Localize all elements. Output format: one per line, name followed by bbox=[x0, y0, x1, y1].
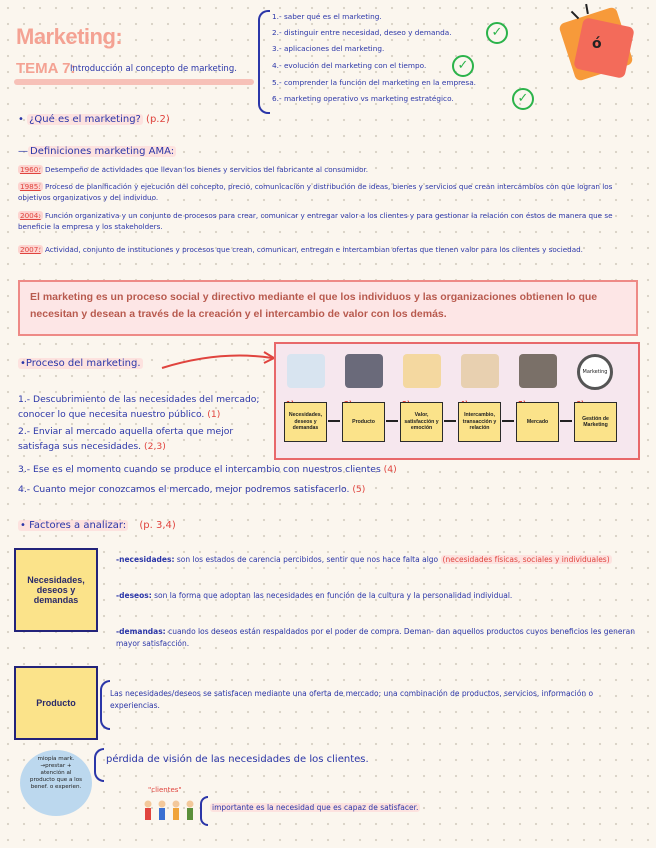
definition-item: 2007: Actividad, conjunto de instituciones y procesos que crean, comunican, entregan e intercambian ofertas que tienen valor para los clientes y sociedad. bbox=[20, 245, 583, 254]
box-producto: Producto bbox=[14, 666, 98, 740]
producto-brace bbox=[100, 680, 110, 730]
sticker-front bbox=[573, 17, 635, 79]
miopia-brace bbox=[94, 748, 104, 782]
diagram-box: Producto bbox=[342, 402, 385, 442]
people-icon bbox=[140, 798, 200, 828]
diagram-arrow bbox=[386, 420, 398, 422]
page-ref: (p.2) bbox=[146, 114, 170, 125]
proceso-heading: •Proceso del marketing. bbox=[20, 358, 141, 369]
miopia-def: pérdida de visión de las necesidades de los clientes. bbox=[106, 754, 369, 765]
que-es-heading: ¿Qué es el marketing? bbox=[29, 114, 141, 125]
diagram-box: Necesidades, deseos y demandas bbox=[284, 402, 327, 442]
check-icon: ✓ bbox=[452, 55, 474, 77]
page-title: Marketing: bbox=[16, 24, 123, 49]
necesidades-def: -necesidades: son los estados de carencia percibidos, sentir que nos hace falta algo (necesidades físicas, sociales y individuales) bbox=[116, 555, 610, 564]
diagram-arrow bbox=[502, 420, 514, 422]
check-icon: ✓ bbox=[486, 22, 508, 44]
deseos-def: -deseos: son la forma que adoptan las necesidades en función de la cultura y la personalidad individual. bbox=[116, 591, 513, 600]
diagram-image bbox=[403, 354, 441, 388]
clientes-def: importante es la necesidad que es capaz de satisfacer. bbox=[212, 803, 419, 812]
check-icon: ✓ bbox=[512, 88, 534, 110]
diagram-arrow bbox=[328, 420, 340, 422]
process-step: 2.- Enviar al mercado aquella oferta que mejor satisfaga sus necesidades. (2,3) bbox=[18, 426, 234, 452]
demandas-def: -demandas: cuando los deseos están respaldados por el poder de compra. Deman- dan aquellos productos cuyos beneficios les generan mayor satisfacción. bbox=[116, 627, 635, 648]
magnifier-icon: Marketing bbox=[577, 354, 613, 390]
process-step: 3.- Ese es el momento cuando se produce el intercambio con nuestros clientes (4) bbox=[18, 464, 397, 475]
objectives-brace bbox=[258, 10, 270, 114]
tema-label: TEMA 7: bbox=[16, 60, 76, 77]
objective-item: 2.- distinguir entre necesidad, deseo y demanda. bbox=[272, 28, 452, 37]
tema-subtitle: Introducción al concepto de marketing. bbox=[70, 64, 237, 74]
arrow-icon bbox=[160, 348, 280, 372]
objective-item: 4.- evolución del marketing con el tiempo. bbox=[272, 61, 427, 70]
diagram-arrow bbox=[444, 420, 456, 422]
producto-def: Las necesidades/deseos se satisfacen mediante una oferta de mercado; una combinación de productos, servicios, información o experiencias. bbox=[110, 689, 594, 710]
page-ref: (p. 3,4) bbox=[139, 520, 176, 531]
objective-item: 5.- comprender la función del marketing en la empresa. bbox=[272, 78, 477, 87]
factores-heading: • Factores a analizar: (p. 3,4) bbox=[20, 520, 176, 531]
process-step: 4.- Cuanto mejor conozcamos el mercado, mejor podremos satisfacerlo. (5) bbox=[18, 484, 366, 495]
definition-text: El marketing es un proceso social y directivo mediante el que los individuos y las organizaciones obtienen lo que necesitan y desean a través de la creación y el intercambio de valor con los demás. bbox=[30, 291, 598, 320]
bullet: • bbox=[18, 114, 24, 125]
diagram-image bbox=[287, 354, 325, 388]
miopia-note: miopía mark. →prestar + atención al producto que a los benef. o experien. bbox=[29, 756, 83, 790]
diagram-box: Gestión de Marketing bbox=[574, 402, 617, 442]
clientes-label: "clientes" bbox=[148, 786, 182, 794]
objective-item: 1.- saber qué es el marketing. bbox=[272, 12, 382, 21]
objective-item: 3.- aplicaciones del marketing. bbox=[272, 44, 385, 53]
diagram-arrow bbox=[560, 420, 572, 422]
definiciones-heading: — Definiciones marketing AMA: bbox=[18, 146, 175, 157]
spark-icon bbox=[585, 4, 589, 14]
diagram-image bbox=[461, 354, 499, 388]
section-que-es bbox=[18, 114, 170, 125]
subtitle-highlight bbox=[14, 79, 254, 85]
definition-item: 1985: Proceso de planificación y ejecución del concepto, precio, comunicación y distribución de ideas, bienes y servicios que crean intercambios con que logran los objetivos organizativos y del individuo. bbox=[18, 182, 613, 202]
sticker-face-icon: ó bbox=[592, 36, 602, 52]
diagram-box: Mercado bbox=[516, 402, 559, 442]
diagram-box: Valor, satisfacción y emoción bbox=[400, 402, 443, 442]
clientes-brace bbox=[200, 796, 208, 826]
diagram-image bbox=[345, 354, 383, 388]
objective-item: 6.- marketing operativo vs marketing estratégico. bbox=[272, 94, 454, 103]
definition-item: 1960: Desempeño de actividades que llevan los bienes y servicios del fabricante al consumidor. bbox=[20, 165, 369, 174]
definition-item: 2004: Función organizativa y un conjunto de procesos para crear, comunicar y entregar valor a los clientes y para gestionar la relación con éstos de manera que se beneficie la empresa y los stakeholders. bbox=[18, 211, 613, 231]
process-step: 1.- Descubrimiento de las necesidades del mercado; conocer lo que necesita nuestro público. (1) bbox=[18, 394, 260, 420]
diagram-image bbox=[519, 354, 557, 388]
box-necesidades: Necesidades, deseos y demandas bbox=[14, 548, 98, 632]
diagram-box: Intercambio, transacción y relación bbox=[458, 402, 501, 442]
